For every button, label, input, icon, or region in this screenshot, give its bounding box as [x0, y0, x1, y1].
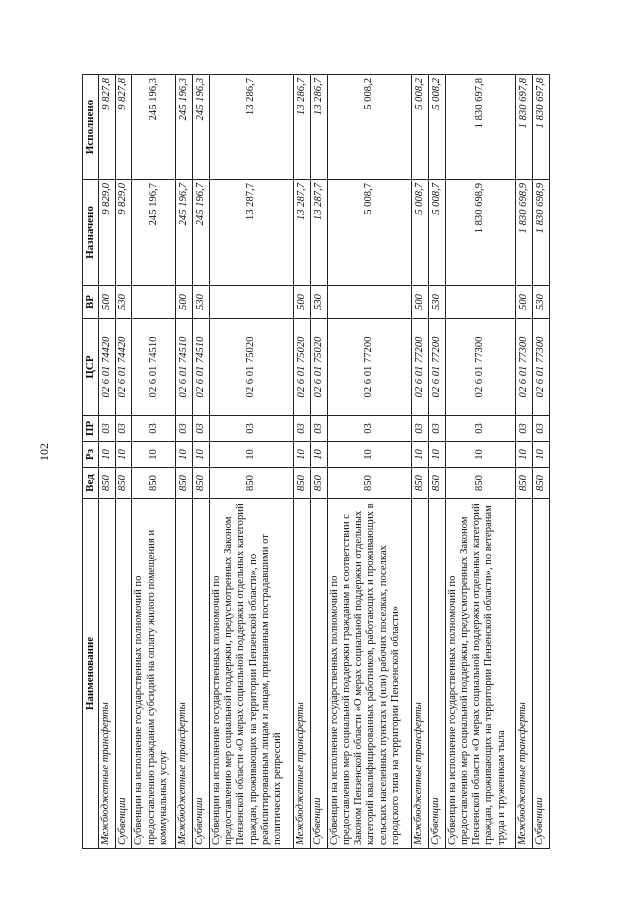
cell-vr	[445, 286, 516, 319]
cell-pr: 03	[192, 416, 209, 442]
cell-ved: 850	[209, 468, 293, 499]
cell-assigned: 5 008,7	[327, 180, 411, 286]
table-row	[176, 75, 193, 849]
cell-name: Субвенции	[428, 499, 445, 849]
cell-csr: 02 6 01 77200	[428, 319, 445, 416]
page-number: 102	[37, 443, 51, 461]
cell-executed: 1 830 697,8	[533, 75, 550, 180]
table-row	[98, 75, 115, 849]
cell-executed: 13 286,7	[310, 75, 327, 180]
cell-pr: 03	[176, 416, 193, 442]
header-executed: Исполнено	[83, 75, 99, 180]
cell-rz: 10	[428, 442, 445, 468]
cell-pr: 03	[294, 416, 311, 442]
cell-executed: 5 008,2	[411, 75, 428, 180]
cell-executed: 1 830 697,8	[516, 75, 533, 180]
cell-name: Субвенции	[115, 499, 132, 849]
cell-rz: 10	[310, 442, 327, 468]
cell-assigned: 1 830 698,9	[533, 180, 550, 286]
table-header-row	[83, 75, 99, 849]
cell-ved: 850	[516, 468, 533, 499]
table-body	[98, 75, 549, 849]
table-row	[411, 75, 428, 849]
cell-csr: 02 6 01 77300	[533, 319, 550, 416]
budget-table	[82, 74, 550, 849]
cell-name: Субвенции	[192, 499, 209, 849]
header-csr: ЦСР	[83, 319, 99, 416]
cell-csr: 02 6 01 74510	[176, 319, 193, 416]
table-row	[132, 75, 176, 849]
cell-rz: 10	[192, 442, 209, 468]
cell-pr: 03	[132, 416, 176, 442]
cell-executed: 245 196,3	[132, 75, 176, 180]
cell-executed: 245 196,3	[176, 75, 193, 180]
cell-pr: 03	[411, 416, 428, 442]
cell-executed: 9 827,8	[115, 75, 132, 180]
cell-rz: 10	[327, 442, 411, 468]
cell-vr: 530	[115, 286, 132, 319]
cell-rz: 10	[176, 442, 193, 468]
header-ved: Вед	[83, 468, 99, 499]
cell-assigned: 9 829,0	[115, 180, 132, 286]
cell-name: Межбюджетные трансферты	[294, 499, 311, 849]
table-row	[327, 75, 411, 849]
cell-pr: 03	[533, 416, 550, 442]
cell-name: Межбюджетные трансферты	[176, 499, 193, 849]
cell-vr	[132, 286, 176, 319]
cell-ved: 850	[192, 468, 209, 499]
cell-assigned: 245 196,7	[132, 180, 176, 286]
cell-vr: 500	[176, 286, 193, 319]
cell-executed: 1 830 697,8	[445, 75, 516, 180]
cell-executed: 13 286,7	[294, 75, 311, 180]
table-row	[209, 75, 293, 849]
cell-rz: 10	[533, 442, 550, 468]
cell-assigned: 5 008,7	[428, 180, 445, 286]
cell-ved: 850	[176, 468, 193, 499]
cell-rz: 10	[445, 442, 516, 468]
cell-ved: 850	[132, 468, 176, 499]
table-row	[294, 75, 311, 849]
cell-assigned: 13 287,7	[209, 180, 293, 286]
header-pr: ПР	[83, 416, 99, 442]
cell-name: Межбюджетные трансферты	[411, 499, 428, 849]
budget-table-sheet	[82, 75, 550, 849]
cell-executed: 13 286,7	[209, 75, 293, 180]
cell-pr: 03	[115, 416, 132, 442]
cell-vr: 530	[310, 286, 327, 319]
cell-vr: 500	[516, 286, 533, 319]
cell-csr: 02 6 01 74420	[98, 319, 115, 416]
cell-executed: 5 008,2	[428, 75, 445, 180]
cell-name: Межбюджетные трансферты	[516, 499, 533, 849]
cell-assigned: 1 830 698,9	[516, 180, 533, 286]
cell-ved: 850	[533, 468, 550, 499]
cell-name: Межбюджетные трансферты	[98, 499, 115, 849]
cell-executed: 5 008,2	[327, 75, 411, 180]
cell-pr: 03	[98, 416, 115, 442]
cell-ved: 850	[310, 468, 327, 499]
cell-csr: 02 6 01 75020	[294, 319, 311, 416]
cell-pr: 03	[516, 416, 533, 442]
table-row	[516, 75, 533, 849]
cell-assigned: 9 829,0	[98, 180, 115, 286]
cell-vr	[327, 286, 411, 319]
cell-ved: 850	[445, 468, 516, 499]
cell-name: Субвенции на исполнение государственных полномочий по предоставлению гражданам субсидий на оплату жилого помещения и коммунальных услуг	[132, 499, 176, 849]
cell-csr: 02 6 01 77200	[327, 319, 411, 416]
cell-csr: 02 6 01 75020	[310, 319, 327, 416]
cell-assigned: 1 830 698,9	[445, 180, 516, 286]
cell-csr: 02 6 01 74510	[132, 319, 176, 416]
cell-vr: 530	[192, 286, 209, 319]
table-row	[428, 75, 445, 849]
cell-pr: 03	[327, 416, 411, 442]
cell-assigned: 5 008,7	[411, 180, 428, 286]
header-name: Наименование	[83, 499, 99, 849]
cell-ved: 850	[294, 468, 311, 499]
cell-vr: 500	[98, 286, 115, 319]
cell-vr: 530	[428, 286, 445, 319]
cell-vr: 500	[294, 286, 311, 319]
cell-csr: 02 6 01 77300	[516, 319, 533, 416]
cell-rz: 10	[294, 442, 311, 468]
cell-vr	[209, 286, 293, 319]
cell-executed: 245 196,3	[192, 75, 209, 180]
cell-csr: 02 6 01 74420	[115, 319, 132, 416]
cell-pr: 03	[209, 416, 293, 442]
cell-ved: 850	[327, 468, 411, 499]
cell-name: Субвенции на исполнение государственных полномочий по предоставлению мер социальной поддержки, предусмотренных Законом Пензенской области «О мерах социальной поддержки отдельных категорий граждан, проживающих на территории Пензенской области», по ветеранам труда и труженикам тыла	[445, 499, 516, 849]
cell-ved: 850	[115, 468, 132, 499]
cell-rz: 10	[98, 442, 115, 468]
cell-executed: 9 827,8	[98, 75, 115, 180]
table-row	[445, 75, 516, 849]
header-rz: Рз	[83, 442, 99, 468]
cell-csr: 02 6 01 77200	[411, 319, 428, 416]
cell-assigned: 13 287,7	[310, 180, 327, 286]
cell-rz: 10	[115, 442, 132, 468]
cell-name: Субвенции	[310, 499, 327, 849]
cell-name: Субвенции	[533, 499, 550, 849]
cell-rz: 10	[516, 442, 533, 468]
cell-assigned: 245 196,7	[192, 180, 209, 286]
table-row	[310, 75, 327, 849]
cell-assigned: 13 287,7	[294, 180, 311, 286]
cell-rz: 10	[209, 442, 293, 468]
cell-pr: 03	[445, 416, 516, 442]
cell-rz: 10	[132, 442, 176, 468]
header-vr: ВР	[83, 286, 99, 319]
table-row	[192, 75, 209, 849]
table-row	[115, 75, 132, 849]
cell-csr: 02 6 01 74510	[192, 319, 209, 416]
cell-assigned: 245 196,7	[176, 180, 193, 286]
cell-vr: 500	[411, 286, 428, 319]
cell-ved: 850	[411, 468, 428, 499]
cell-ved: 850	[98, 468, 115, 499]
cell-pr: 03	[310, 416, 327, 442]
cell-rz: 10	[411, 442, 428, 468]
table-row	[533, 75, 550, 849]
cell-vr: 530	[533, 286, 550, 319]
cell-csr: 02 6 01 75020	[209, 319, 293, 416]
cell-pr: 03	[428, 416, 445, 442]
header-assigned: Назначено	[83, 180, 99, 286]
cell-name: Субвенции на исполнение государственных полномочий по предоставлению мер социальной поддержки гражданам в соответствии с Законом Пензенской области «О мерах социальной поддержки отдельных категорий квалифицированных работников, работающих и проживающих в сельских населенных пунктах и (или) рабочих поселках, поселках городского типа на территории Пензенской области»	[327, 499, 411, 849]
cell-name: Субвенции на исполнение государственных полномочий по предоставлению мер социальной поддержки, предусмотренных Законом Пензенской области «О мерах социальной поддержки отдельных категорий граждан, проживающих на территории Пензенской области», по реабилитированным лицам и лицам, признанным пострадавшими от политических репрессий	[209, 499, 293, 849]
cell-ved: 850	[428, 468, 445, 499]
cell-csr: 02 6 01 77300	[445, 319, 516, 416]
